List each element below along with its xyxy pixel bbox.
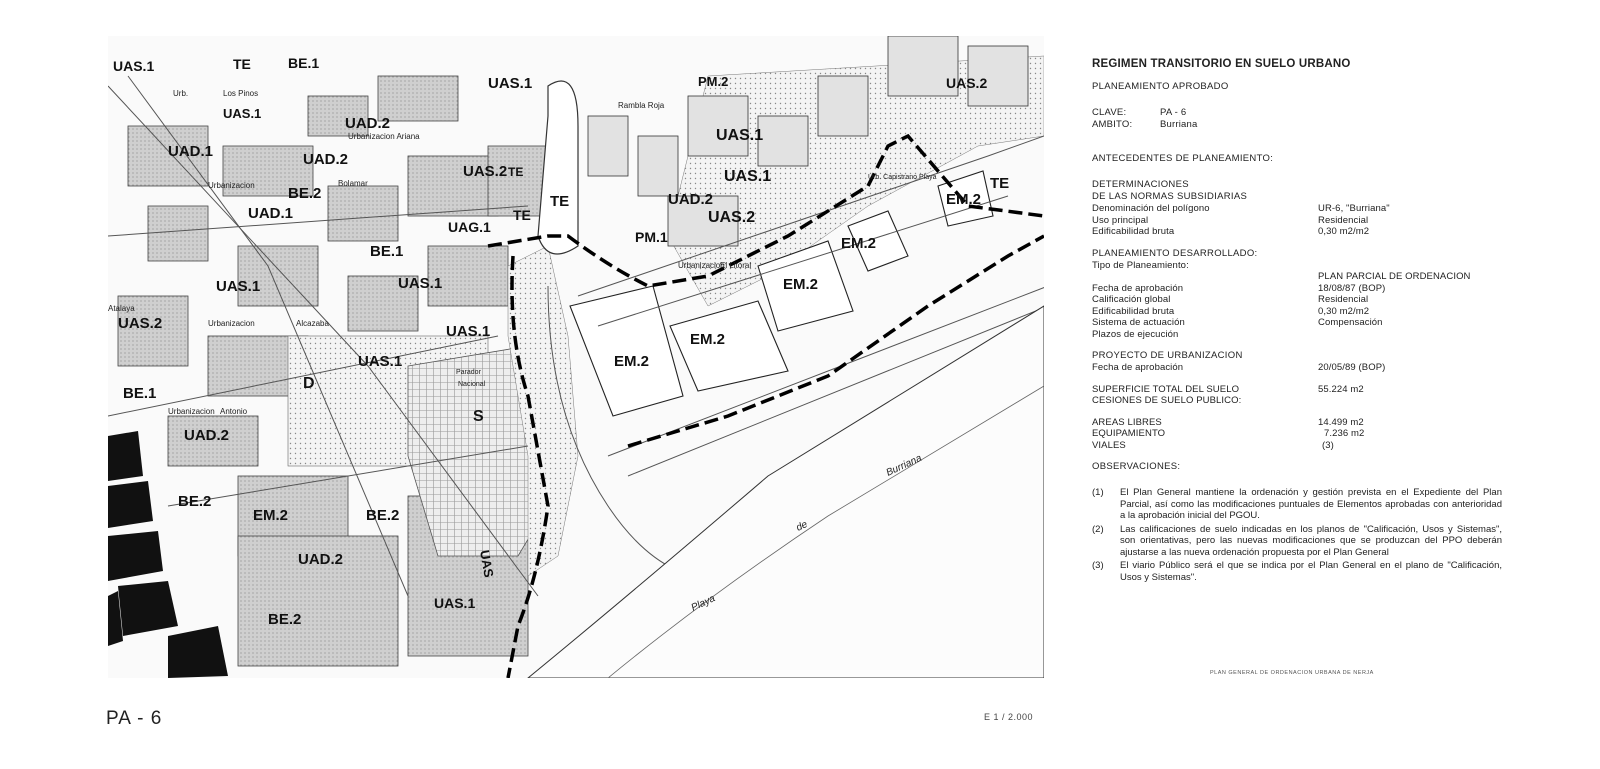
observation-text: El viario Público será el que se indica por el Plan General en el plano de "Calificación, Usos y Sistemas". xyxy=(1120,560,1502,583)
street-label: Nacional xyxy=(458,381,486,388)
zone-label: UAS.2 xyxy=(708,209,756,226)
zone-label: UAS xyxy=(477,548,497,579)
zone-label: EM.2 xyxy=(946,191,982,208)
edificabilidad2-row xyxy=(1092,306,1502,318)
zone-label: UAD.2 xyxy=(345,115,391,132)
zone-label: UAS.1 xyxy=(724,168,772,185)
observaciones-heading: OBSERVACIONES: xyxy=(1092,461,1181,472)
observation-item xyxy=(1092,487,1502,522)
zone-label: EM.2 xyxy=(614,353,650,370)
denominacion-row xyxy=(1092,203,1502,215)
panel-title: REGIMEN TRANSITORIO EN SUELO URBANO xyxy=(1092,58,1351,70)
zone-label: UAS.1 xyxy=(223,106,262,121)
place-label: de xyxy=(794,519,810,534)
plazos-label: Plazos de ejecución xyxy=(1092,328,1179,340)
zone-label: UAS.1 xyxy=(434,595,476,611)
zone-label: BE.2 xyxy=(268,611,302,628)
fecha-row xyxy=(1092,283,1502,295)
zone-label: UAS.2 xyxy=(118,315,163,332)
street-label: Los Pinos xyxy=(223,89,259,98)
observation-text: Las calificaciones de suelo indicadas en los planos de "Calificación, Usos y Sistemas", son orientativas, pero las nuevas modificaciones que se produzcan del PPO deberán ajustarse a las nueva ordenación propuesta por el Plan General xyxy=(1120,523,1502,558)
tipo-row xyxy=(1092,260,1502,272)
ambito-row xyxy=(1092,119,1502,131)
ambito-label: AMBITO: xyxy=(1092,119,1133,130)
footer-text: PLAN GENERAL DE ORDENACION URBANA DE NERJA xyxy=(1210,670,1374,676)
zone-label: TE xyxy=(513,207,531,223)
zone-label: TE xyxy=(550,193,570,210)
cesiones-row xyxy=(1092,395,1502,407)
street-label: Rambla Roja xyxy=(618,101,665,110)
zone-label: UAS.1 xyxy=(488,75,533,92)
uso-row xyxy=(1092,215,1502,227)
street-label: Urbanizacion xyxy=(678,261,725,270)
sistema-label: Sistema de actuación xyxy=(1092,317,1185,328)
fecha2-label: Fecha de aprobación xyxy=(1092,362,1184,373)
determinaciones-heading: DETERMINACIONES xyxy=(1092,179,1189,190)
observation-text: El Plan General mantiene la ordenación y gestión prevista en el Expediente del Plan Parcial, así como las modificaciones puntuales de Elementos aprobadas con anterioridad a la aprobación inicial del PGOU. xyxy=(1120,487,1502,521)
sistema-row xyxy=(1092,317,1502,329)
cesiones-label: CESIONES DE SUELO PUBLICO: xyxy=(1092,395,1242,406)
zone-label: TE xyxy=(990,175,1010,192)
zone-label: UAS.1 xyxy=(216,278,261,295)
zone-label: UAS.1 xyxy=(113,58,155,74)
edificabilidad2-label: Edificabilidad bruta xyxy=(1092,305,1175,317)
tipo-label: Tipo de Planeamiento: xyxy=(1092,259,1189,271)
zone-label: UAS.1 xyxy=(446,323,491,340)
clave-label: CLAVE: xyxy=(1092,107,1127,118)
street-label: Bolamar xyxy=(338,179,368,188)
street-label: Urb. xyxy=(173,89,189,98)
fecha-label: Fecha de aprobación xyxy=(1092,282,1184,294)
superficie-value: 55.224 m2 xyxy=(1318,383,1364,395)
ambito-value: Burriana xyxy=(1160,119,1198,130)
fecha2-value: 20/05/89 (BOP) xyxy=(1318,362,1386,373)
zone-label: PM.1 xyxy=(635,229,668,245)
viales-row xyxy=(1092,440,1502,452)
zone-label: UAD.2 xyxy=(184,427,230,444)
viales-value: (3) xyxy=(1322,439,1334,451)
edificabilidad-value: 0,30 m2/m2 xyxy=(1318,226,1370,237)
equipamiento-value: 7.236 m2 xyxy=(1324,428,1365,439)
edificabilidad-row xyxy=(1092,226,1502,238)
tipo-value-row xyxy=(1092,271,1502,283)
denominacion-label: Denominación del polígono xyxy=(1092,203,1210,214)
zone-label: EM.2 xyxy=(253,507,289,524)
superficie-label: SUPERFICIE TOTAL DEL SUELO xyxy=(1092,383,1240,395)
areas-value: 14.499 m2 xyxy=(1318,416,1364,428)
tipo-value: PLAN PARCIAL DE ORDENACION xyxy=(1318,271,1471,282)
zone-label: EM.2 xyxy=(690,331,726,348)
uso-value: Residencial xyxy=(1318,214,1369,226)
zone-label: UAS.2 xyxy=(946,75,988,91)
zone-label: BE.2 xyxy=(366,507,400,524)
areas-label: AREAS LIBRES xyxy=(1092,416,1162,428)
fecha2-row xyxy=(1092,362,1502,374)
observation-item xyxy=(1092,560,1502,583)
zone-label: UAD.2 xyxy=(303,151,349,168)
uso-label: Uso principal xyxy=(1092,214,1149,226)
street-label: Parador xyxy=(456,369,481,376)
scale-label: E 1 / 2.000 xyxy=(984,712,1034,722)
antecedentes-heading: ANTECEDENTES DE PLANEAMIENTO: xyxy=(1092,153,1274,164)
panel-subtitle: PLANEAMIENTO APROBADO xyxy=(1092,81,1229,92)
zone-label: UAD.1 xyxy=(248,205,294,222)
street-label: Urbanizacion xyxy=(208,319,255,328)
denominacion-value: UR-6, "Burriana" xyxy=(1318,203,1390,214)
equipamiento-row xyxy=(1092,428,1502,440)
clave-value: PA - 6 xyxy=(1160,107,1187,118)
place-label: Burriana xyxy=(884,452,924,479)
zone-label: EM.2 xyxy=(841,235,877,252)
street-label: Urb. Capistrano Playa xyxy=(868,174,937,181)
zone-label: BE.1 xyxy=(123,385,157,402)
clave-row xyxy=(1092,107,1502,119)
observation-item xyxy=(1092,524,1502,559)
proyecto-heading: PROYECTO DE URBANIZACION xyxy=(1092,350,1243,361)
zone-label: UAS.1 xyxy=(398,275,443,292)
street-label: Urbanizacion xyxy=(168,407,215,416)
zone-label: BE.2 xyxy=(288,185,322,202)
areas-row xyxy=(1092,417,1502,429)
zone-label: BE.1 xyxy=(288,55,320,71)
zone-label: UAD.1 xyxy=(168,143,214,160)
zone-label: UAD.2 xyxy=(668,191,714,208)
desarrollado-heading: PLANEAMIENTO DESARROLLADO: xyxy=(1092,247,1258,259)
street-label: Urbanizacion Ariana xyxy=(348,132,420,141)
observation-number: (3) xyxy=(1092,560,1104,571)
fecha-value: 18/08/87 (BOP) xyxy=(1318,282,1386,294)
zone-label: BE.2 xyxy=(178,493,212,510)
zone-label: PM.2 xyxy=(698,74,729,89)
zone-label: UAG.1 xyxy=(448,219,491,235)
zone-label: UAD.2 xyxy=(298,551,344,568)
street-label: El Litoral xyxy=(720,261,752,270)
superficie-row xyxy=(1092,384,1502,396)
zone-label: UAS.1 xyxy=(716,127,764,144)
observation-number: (2) xyxy=(1092,523,1104,535)
zoning-map xyxy=(108,36,1044,678)
place-label: Playa xyxy=(689,593,717,614)
zone-label: TE xyxy=(233,56,251,72)
edificabilidad2-value: 0,30 m2/m2 xyxy=(1318,305,1370,317)
normas-heading: DE LAS NORMAS SUBSIDIARIAS xyxy=(1092,191,1248,202)
zone-label: TE xyxy=(508,165,524,179)
info-panel xyxy=(1092,58,1502,585)
zone-label: UAS.1 xyxy=(358,353,403,370)
zone-label: D xyxy=(303,375,315,392)
zone-label: EM.2 xyxy=(783,276,819,293)
zone-label: BE.1 xyxy=(370,243,404,260)
viales-label: VIALES xyxy=(1092,439,1126,451)
street-label: Antonio xyxy=(220,407,248,416)
sheet-code: PA - 6 xyxy=(106,708,163,729)
edificabilidad-label: Edificabilidad bruta xyxy=(1092,226,1175,237)
equipamiento-label: EQUIPAMIENTO xyxy=(1092,428,1166,439)
calificacion-label: Calificación global xyxy=(1092,294,1171,305)
sistema-value: Compensación xyxy=(1318,317,1383,328)
street-label: Atalaya xyxy=(108,304,135,313)
observation-number: (1) xyxy=(1092,487,1104,498)
street-label: Urbanizacion xyxy=(208,181,255,190)
calificacion-value: Residencial xyxy=(1318,294,1369,305)
zone-label: S xyxy=(473,408,484,425)
street-label: Alcazaba xyxy=(296,319,329,328)
calificacion-row xyxy=(1092,294,1502,306)
plazos-row xyxy=(1092,329,1502,341)
zone-label: UAS.2 xyxy=(463,163,508,180)
